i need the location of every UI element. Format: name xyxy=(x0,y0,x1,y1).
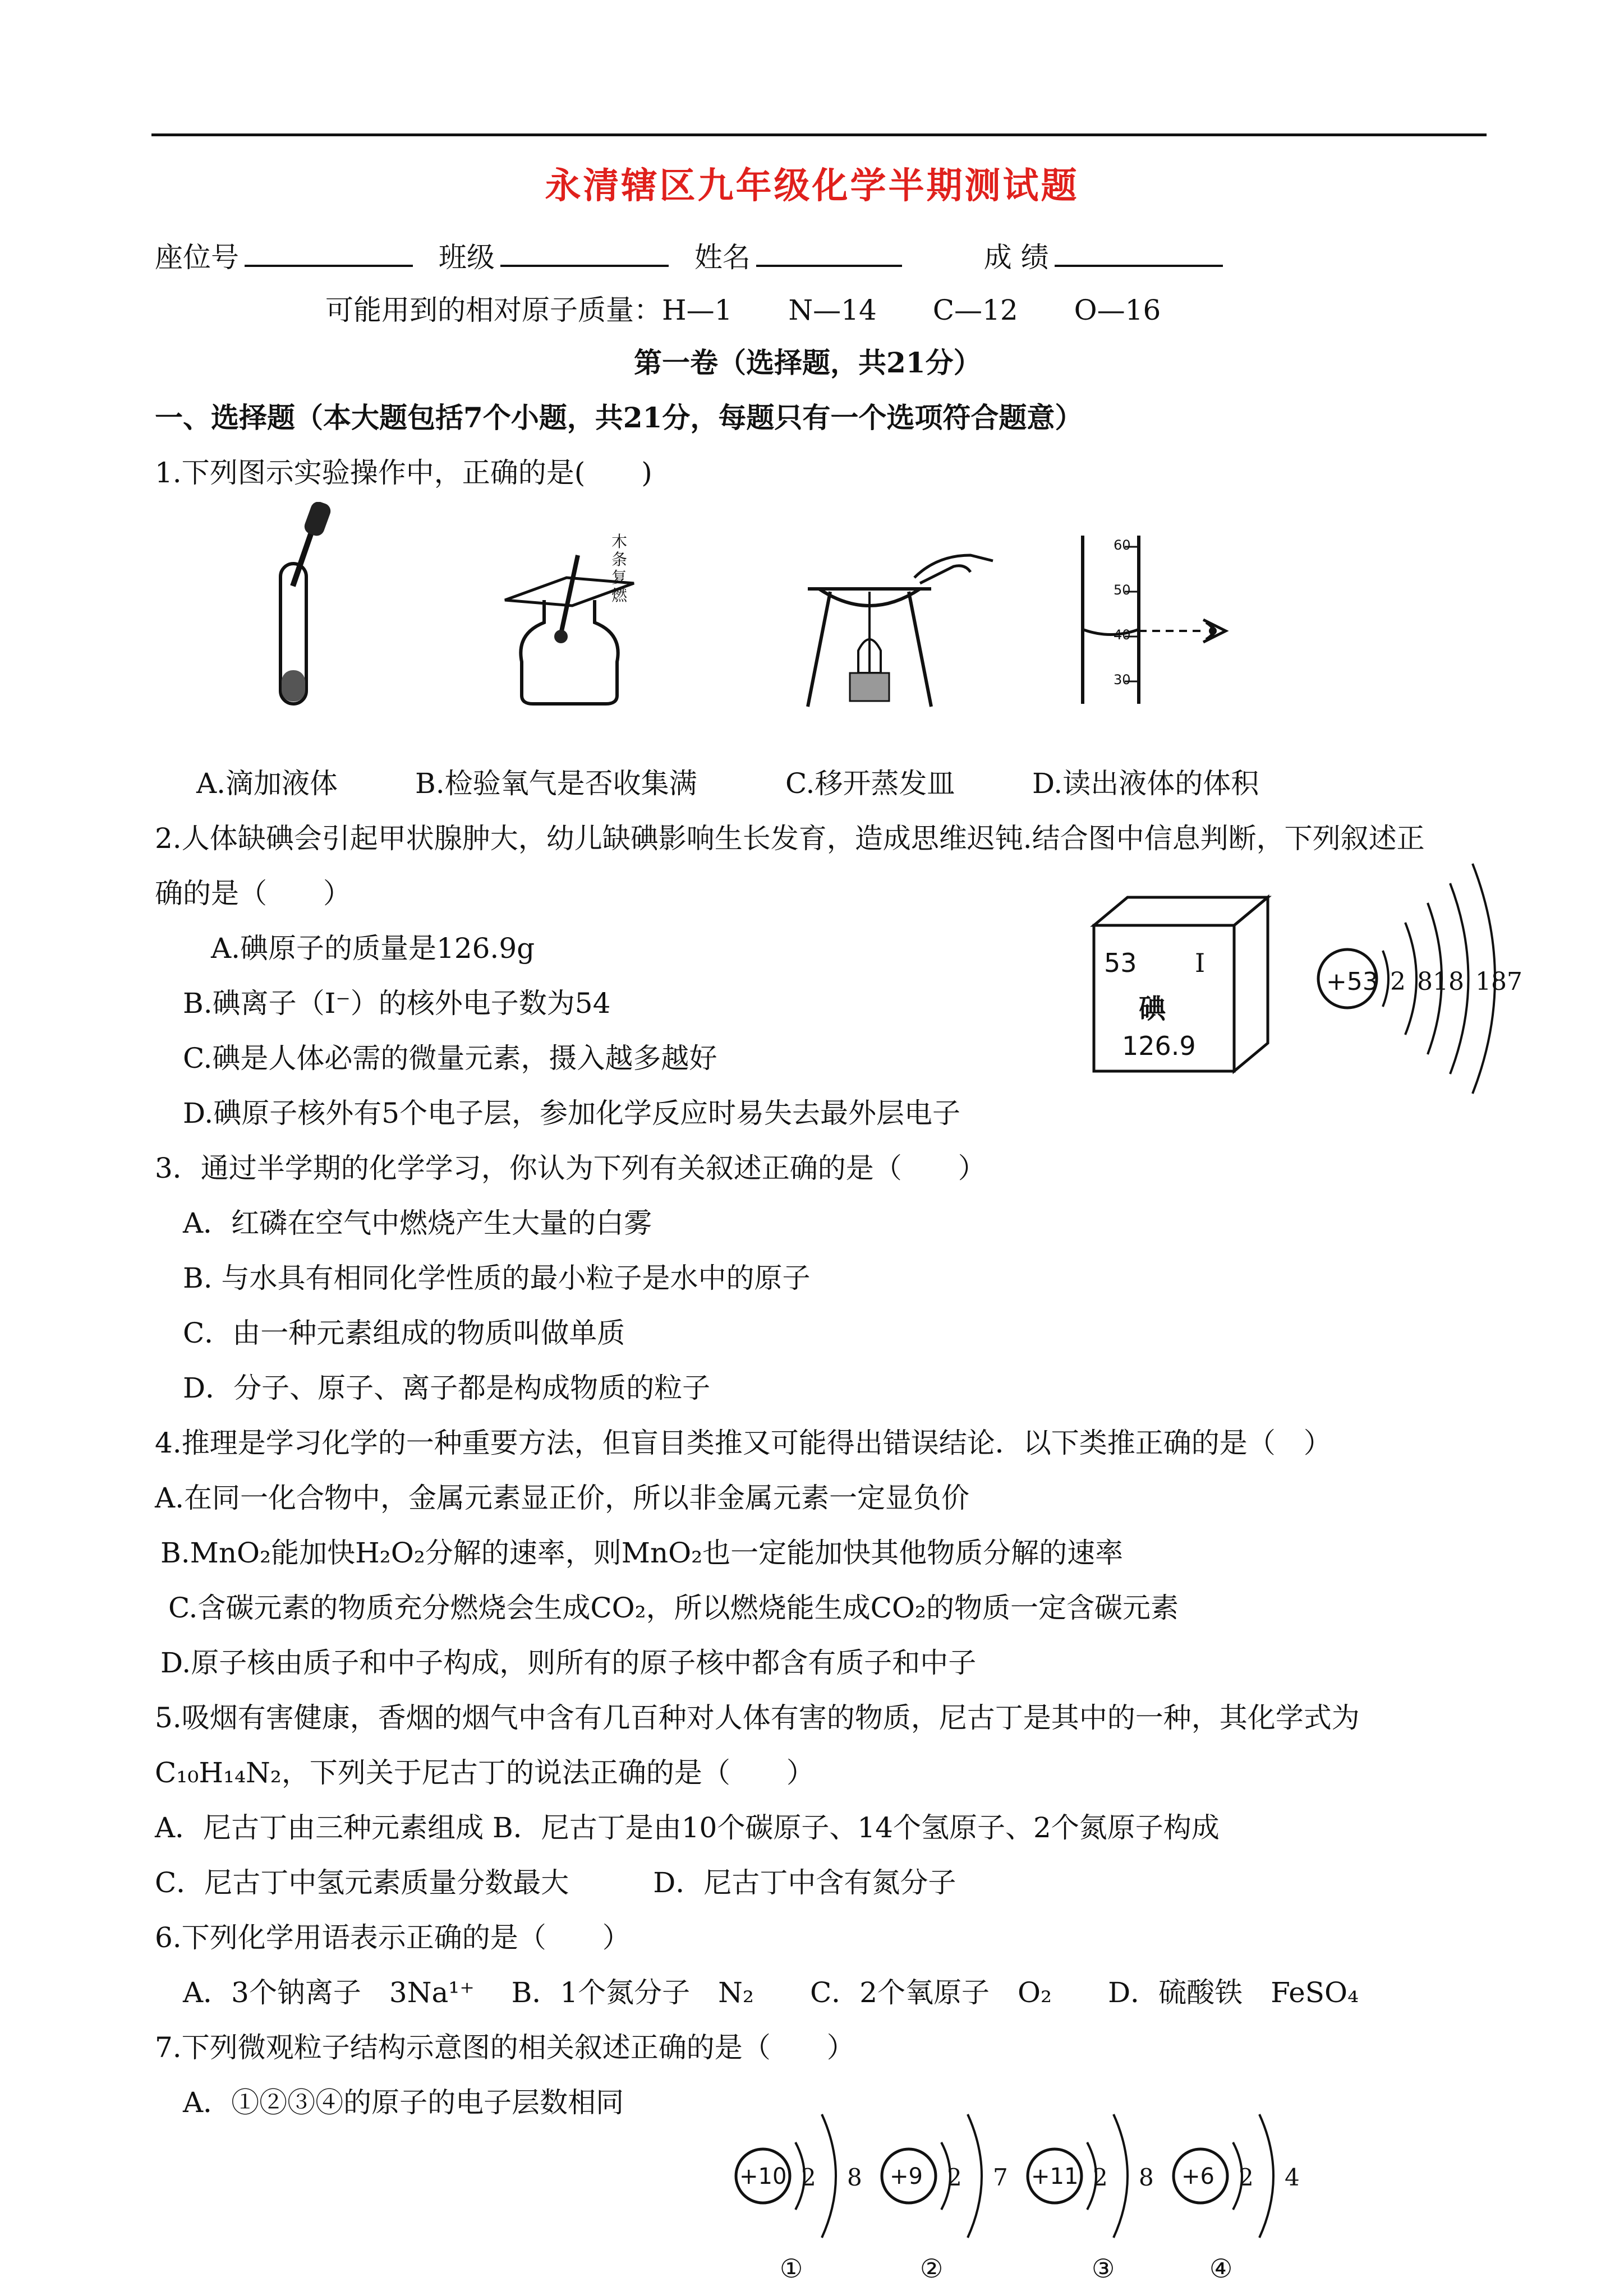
q4-option-c[interactable]: C.含碳元素的物质充分燃烧会生成CO₂，所以燃烧能生成CO₂的物质一定含碳元素 xyxy=(168,1592,1179,1624)
atomic-mass-note: 可能用到的相对原子质量：H—1 N—14 C—12 O—16 xyxy=(325,294,1161,326)
element-symbol: I xyxy=(1195,948,1206,978)
particle-1-nucleus: +10 xyxy=(739,2164,787,2189)
q6-stem: 6.下列化学用语表示正确的是（ ） xyxy=(155,1921,631,1954)
tick-50: 50 xyxy=(1114,582,1131,598)
q7-option-a[interactable]: A．①②③④的原子的电子层数相同 xyxy=(183,2086,624,2119)
particle-2-shell1: 2 xyxy=(947,2164,962,2191)
q3-option-c[interactable]: C．由一种元素组成的物质叫做单质 xyxy=(183,1317,625,1349)
q1-option-c[interactable]: C.移开蒸发皿 xyxy=(785,767,955,800)
fig-c-evaporating xyxy=(785,544,999,712)
q2-stem-line2: 确的是（ ） xyxy=(155,877,351,910)
class-blank[interactable] xyxy=(500,240,669,267)
q6-options[interactable]: A．3个钠离子 3Na¹⁺ B．1个氮分子 N₂ C．2个氧原子 O₂ D．硫酸铁 FeSO₄ xyxy=(183,1976,1359,2009)
score-blank[interactable] xyxy=(1055,240,1223,267)
q5-stem-line2: C₁₀H₁₄N₂，下列关于尼古丁的说法正确的是（ ） xyxy=(155,1756,815,1789)
particle-3-shell2: 8 xyxy=(1139,2164,1154,2191)
element-number: 53 xyxy=(1104,948,1137,978)
element-mass: 126.9 xyxy=(1122,1031,1196,1061)
info-row xyxy=(155,240,1229,274)
q1-option-b[interactable]: B.检验氧气是否收集满 xyxy=(415,767,697,800)
q3-option-b[interactable]: B. 与水具有相同化学性质的最小粒子是水中的原子 xyxy=(183,1262,811,1294)
q7-stem: 7.下列微观粒子结构示意图的相关叙述正确的是（ ） xyxy=(155,2031,855,2064)
q2-option-c[interactable]: C.碘是人体必需的微量元素，摄入越多越好 xyxy=(183,1042,717,1075)
top-rule xyxy=(151,133,1487,136)
iodine-nucleus: +53 xyxy=(1326,967,1378,996)
particle-1-shell2: 8 xyxy=(847,2164,862,2191)
seat-blank[interactable] xyxy=(245,240,413,267)
q3-option-d[interactable]: D．分子、原子、离子都是构成物质的粒子 xyxy=(183,1372,711,1404)
particle-4-shell2: 4 xyxy=(1285,2164,1300,2191)
exam-title: 永清辖区九年级化学半期测试题 xyxy=(545,165,1079,207)
q5-options-cd[interactable]: C．尼古丁中氢元素质量分数最大 D．尼古丁中含有氮分子 xyxy=(155,1866,956,1899)
particle-1-shell1: 2 xyxy=(801,2164,816,2191)
particle-2-nucleus: +9 xyxy=(890,2164,923,2189)
particle-2-label: ② xyxy=(920,2253,944,2284)
particle-2-shell2: 7 xyxy=(993,2164,1008,2191)
score-label: 成 绩 xyxy=(983,241,1049,274)
q1-stem: 1.下列图示实验操作中，正确的是( ) xyxy=(155,457,652,489)
name-blank[interactable] xyxy=(756,240,902,267)
q4-stem: 4.推理是学习化学的一种重要方法，但盲目类推又可能得出错误结论．以下类推正确的是（ ） xyxy=(155,1427,1332,1459)
q1-option-d[interactable]: D.读出液体的体积 xyxy=(1032,767,1259,800)
part1-heading: 一、选择题（本大题包括7个小题，共21分，每题只有一个选项符合题意） xyxy=(155,401,1083,434)
iodine-shells: 2 818 187 xyxy=(1390,967,1522,996)
particle-3-shell1: 2 xyxy=(1093,2164,1108,2191)
q2-option-b[interactable]: B.碘离子（I⁻）的核外电子数为54 xyxy=(183,987,611,1020)
particle-4-nucleus: +6 xyxy=(1181,2164,1214,2189)
name-label: 姓名 xyxy=(694,241,751,274)
particle-4-shell1: 2 xyxy=(1239,2164,1254,2191)
seat-label: 座位号 xyxy=(155,241,239,274)
particle-3-label: ③ xyxy=(1092,2253,1115,2284)
fig-b-gas-bottle xyxy=(494,527,662,707)
q3-option-a[interactable]: A．红磷在空气中燃烧产生大量的白雾 xyxy=(183,1207,652,1239)
fig-a-dropper xyxy=(252,502,365,709)
q3-stem: 3．通过半学期的化学学习，你认为下列有关叙述正确的是（ ） xyxy=(155,1152,986,1184)
q1-option-a[interactable]: A.滴加液体 xyxy=(196,767,338,800)
q4-option-d[interactable]: D.原子核由质子和中子构成，则所有的原子核中都含有质子和中子 xyxy=(160,1647,977,1679)
tick-40: 40 xyxy=(1114,627,1131,643)
tick-60: 60 xyxy=(1114,537,1131,553)
q7-particle-diagrams xyxy=(729,2097,1324,2254)
class-label: 班级 xyxy=(438,241,495,274)
q2-option-a[interactable]: A.碘原子的质量是126.9g xyxy=(211,932,535,965)
q5-options-ab[interactable]: A．尼古丁由三种元素组成 B．尼古丁是由10个碳原子、14个氢原子、2个氮原子构成 xyxy=(155,1811,1220,1844)
q2-option-d[interactable]: D.碘原子核外有5个电子层，参加化学反应时易失去最外层电子 xyxy=(183,1097,961,1129)
q4-option-b[interactable]: B.MnO₂能加快H₂O₂分解的速率，则MnO₂也一定能加快其他物质分解的速率 xyxy=(160,1537,1124,1569)
q5-stem-line1: 5.吸烟有害健康，香烟的烟气中含有几百种对人体有害的物质，尼古丁是其中的一种，其化学式为 xyxy=(155,1702,1360,1734)
section1-title: 第一卷（选择题，共21分） xyxy=(634,346,982,379)
element-name: 碘 xyxy=(1139,993,1166,1025)
fig-d-cylinder xyxy=(1066,530,1251,709)
particle-4-label: ④ xyxy=(1209,2253,1233,2284)
fig-b-caption: 木条复燃 xyxy=(611,532,628,605)
q4-option-a[interactable]: A.在同一化合物中，金属元素显正价，所以非金属元素一定显负价 xyxy=(155,1482,970,1514)
particle-3-nucleus: +11 xyxy=(1031,2164,1079,2189)
tick-30: 30 xyxy=(1114,672,1131,688)
q2-stem-line1: 2.人体缺碘会引起甲状腺肿大，幼儿缺碘影响生长发育，造成思维迟钝.结合图中信息判断，下列叙述正 xyxy=(155,822,1425,855)
particle-1-label: ① xyxy=(780,2253,803,2284)
